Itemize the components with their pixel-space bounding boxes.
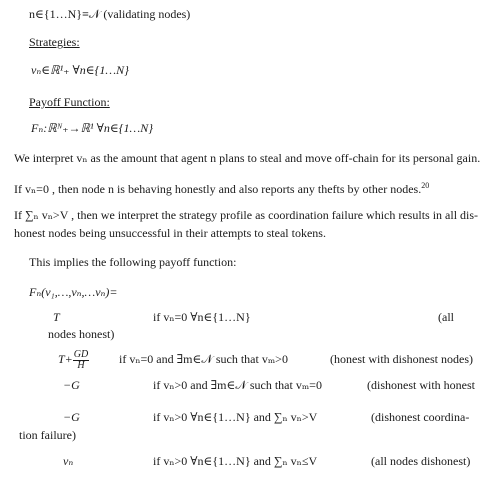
case-5-value: vₙ: [63, 454, 74, 468]
case-5-note: (all nodes dishonest): [371, 454, 471, 468]
paragraph-honest-text: If vₙ=0 , then node n is behaving honestly and also reports any thefts by other nodes.: [14, 182, 422, 196]
case-5-condition: if vₙ>0 ∀n∈{1…N} and ∑ₙ vₙ≤V: [153, 454, 318, 468]
case-1-condition: if vₙ=0 ∀n∈{1…N}: [153, 310, 251, 324]
paragraph-implies: This implies the following payoff function:: [29, 255, 237, 269]
paragraph-coordination-failure-line2: honest nodes being unsuccessful in their attempts to steal tokens.: [14, 226, 326, 240]
case-2-denominator: H: [77, 359, 85, 371]
paragraph-honest-behavior: [14, 178, 429, 197]
case-4-note-continued: tion failure): [19, 428, 76, 442]
case-2-note: (honest with dishonest nodes): [330, 352, 473, 366]
paragraph-coordination-failure-line1: If ∑ₙ vₙ>V , then we interpret the strategy profile as coordination failure which results in all dis-: [14, 208, 479, 222]
paragraph-interpretation: We interpret vₙ as the amount that agent n plans to steal and move off-chain for its personal gain.: [14, 151, 481, 165]
case-1-note: (all: [438, 310, 454, 324]
case-2-value-prefix: T+: [58, 352, 73, 366]
strategies-expression: vₙ∈ℝ¹₊ ∀n∈{1…N}: [31, 63, 129, 77]
case-3-note: (dishonest with honest: [367, 378, 475, 392]
case-2-fraction: [73, 350, 89, 371]
payoff-heading: Payoff Function:: [29, 95, 110, 109]
footnote-marker: 20: [421, 181, 430, 190]
payoff-expression: Fₙ:ℝᴺ₊→ℝ¹ ∀n∈{1…N}: [31, 121, 154, 135]
case-4-condition: if vₙ>0 ∀n∈{1…N} and ∑ₙ vₙ>V: [153, 410, 318, 424]
strategies-heading: Strategies:: [29, 35, 80, 49]
case-1-note-continued: nodes honest): [48, 327, 115, 341]
case-3-condition: if vₙ>0 and ∃m∈𝒩 such that vₘ=0: [153, 378, 322, 392]
case-4-note: (dishonest coordina-: [371, 410, 470, 424]
function-head: Fₙ(v₁,…,vₙ,…vₙ)=: [29, 285, 118, 299]
case-2-numerator: GD: [73, 348, 89, 360]
case-4-value: −G: [63, 410, 80, 424]
case-3-value: −G: [63, 378, 80, 392]
case-2-value: [58, 347, 89, 371]
validating-nodes-line: n∈{1…N}≡𝒩 (validating nodes): [29, 7, 191, 21]
case-2-condition: if vₙ=0 and ∃m∈𝒩 such that vₘ>0: [119, 352, 288, 366]
case-1-value: T: [53, 310, 60, 324]
